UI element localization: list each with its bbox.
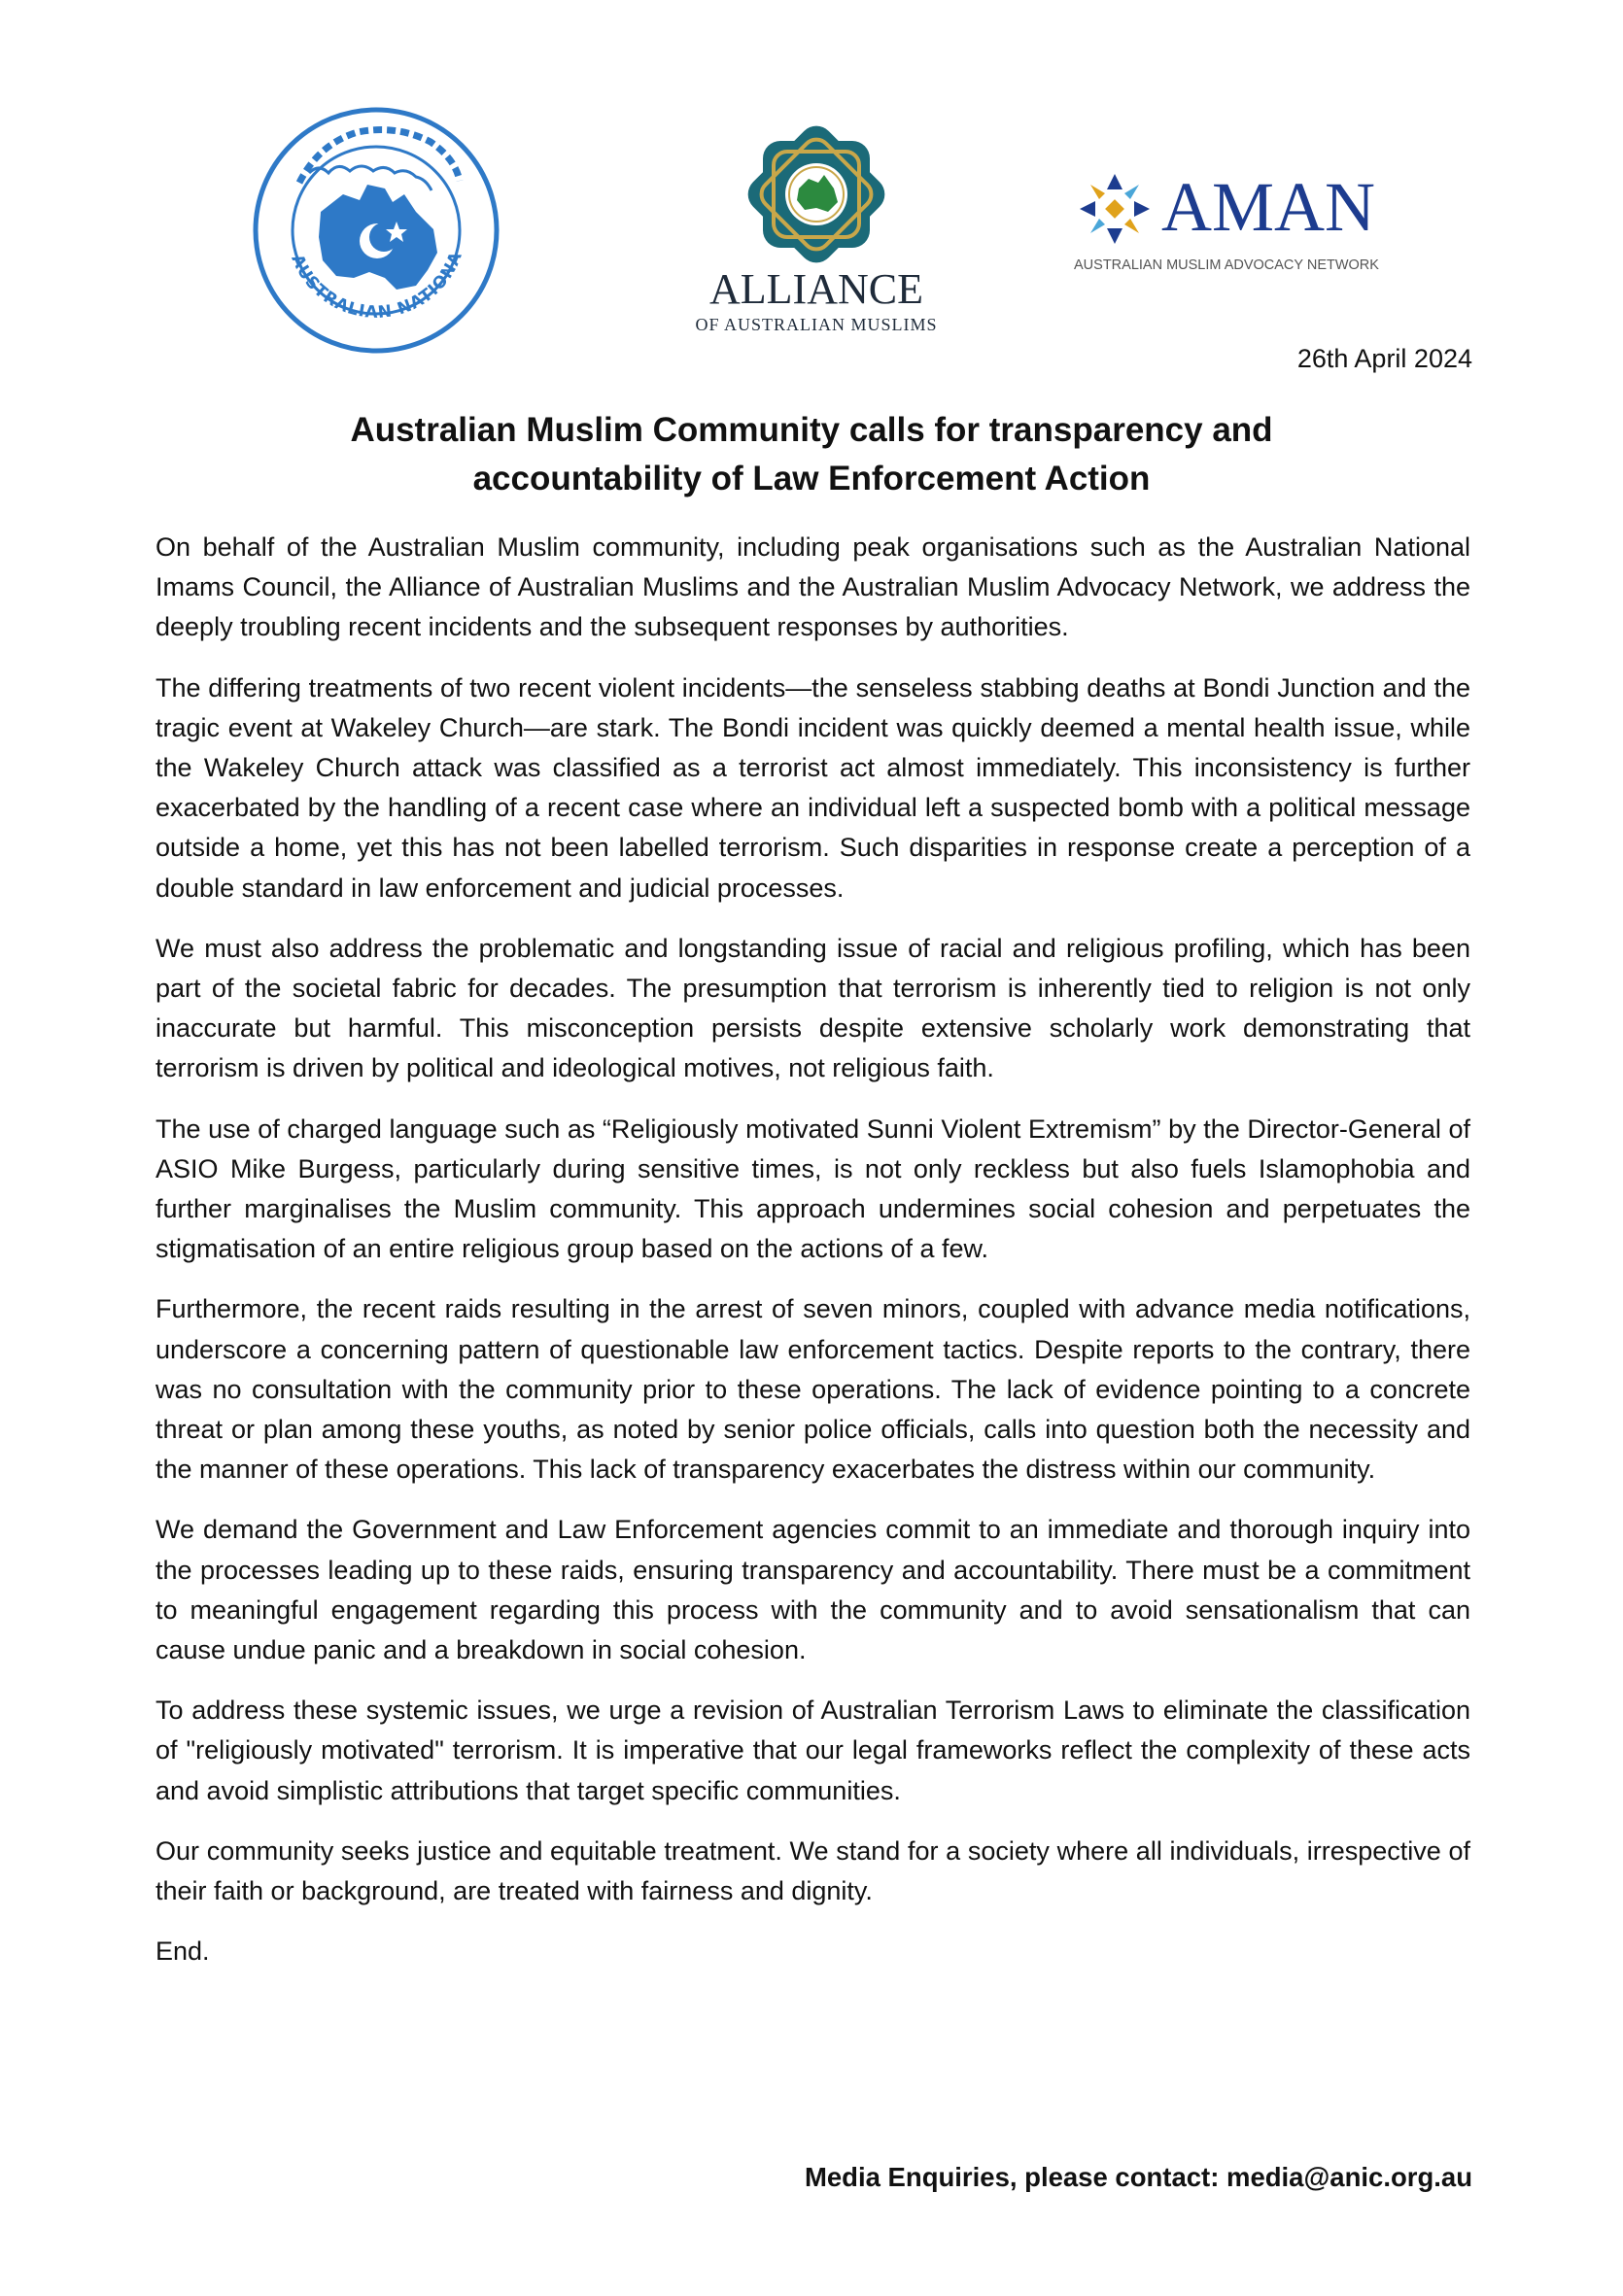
end-marker: End. [155,1936,210,1967]
alliance-logo-sub: OF AUSTRALIAN MUSLIMS [695,315,938,334]
document-title [155,406,1468,503]
paragraph: Furthermore, the recent raids resulting in the arrest of seven minors, coupled with advance media notifications, underscore a concerning pattern of questionable law enforcement tactics. Despite reports to the contrary, there was no consultation with the community prior to these operations. The lack of evidence pointing to a concrete threat or plan among these youths, as noted by senior police officials, calls into question both the necessity and the manner of these operations. This lack of transparency exacerbates the distress within our community. [155,1294,1470,1485]
paragraph: To address these systemic issues, we urge a revision of Australian Terrorism Laws to eliminate the classification of "religiously motivated" terrorism. It is imperative that our legal frameworks reflect the complexity of these acts and avoid simplistic attributions that target specific communities. [155,1696,1470,1805]
alliance-logo-name: ALLIANCE [709,265,923,313]
aman-logo-name: AMAN [1161,168,1376,246]
paragraph: The differing treatments of two recent violent incidents—the senseless stabbing deaths at Bondi Junction and the tragic event at Wakeley Church—are stark. The Bondi incident was quickly deemed a mental health issue, while the Wakeley Church attack was classified as a terrorist act almost immediately. This inconsistency is further exacerbated by the handling of a recent case where an individual left a suspected bomb with a political message outside a home, yet this has not been labelled terrorism. Such disparities in response create a perception of a double standard in law enforcement and judicial processes. [155,672,1470,903]
paragraph: The use of charged language such as “Religiously motivated Sunni Violent Extremism” by the Director-General of ASIO Mike Burgess, particularly during sensitive times, is not only reckless but also fuels Islamophobia and further marginalises the Muslim community. This approach undermines social cohesion and perpetuates the stigmatisation of an entire religious group based on the actions of a few. [155,1114,1470,1264]
paragraph: Our community seeks justice and equitable treatment. We stand for a society where all individuals, irrespective of their faith or background, are treated with fairness and dignity. [155,1835,1470,1906]
paragraph: We demand the Government and Law Enforcement agencies commit to an immediate and thorough inquiry into the processes leading up to these raids, ensuring transparency and accountability. There must be a commitment to meaningful engagement regarding this process with the community and to avoid sensationalism that can cause undue panic and a breakdown in social cohesion. [155,1515,1470,1665]
paragraph: We must also address the problematic and longstanding issue of racial and religious profiling, which has been part of the societal fabric for decades. The presumption that terrorism is inherently tied to religion is not only inaccurate but harmful. This misconception persists despite extensive scholarly work demonstrating that terrorism is driven by political and ideological motives, not religious faith. [155,933,1470,1083]
document-body [155,528,1470,1971]
paragraph: On behalf of the Australian Muslim community, including peak organisations such as the Australian National Imams Council, the Alliance of Australian Muslims and the Australian Muslim Advocacy Network, we address the deeply troubling recent incidents and the subsequent responses by authorities. [155,532,1470,642]
title-line-2: accountability of Law Enforcement Action [472,460,1151,497]
media-contact: Media Enquiries, please contact: media@anic.org.au [804,2162,1472,2192]
aman-logo [1074,160,1453,277]
title-line-1: Australian Muslim Community calls for transparency and [350,411,1273,449]
document-date: 26th April 2024 [1296,344,1472,373]
alliance-logo [680,117,952,340]
svg-text:AUSTRALIAN NATIONAL IMAMS COUN: AUSTRALIAN NATIONA [287,248,467,323]
anic-logo [251,105,501,356]
aman-logo-sub: AUSTRALIAN MUSLIM ADVOCACY NETWORK [1074,257,1379,273]
